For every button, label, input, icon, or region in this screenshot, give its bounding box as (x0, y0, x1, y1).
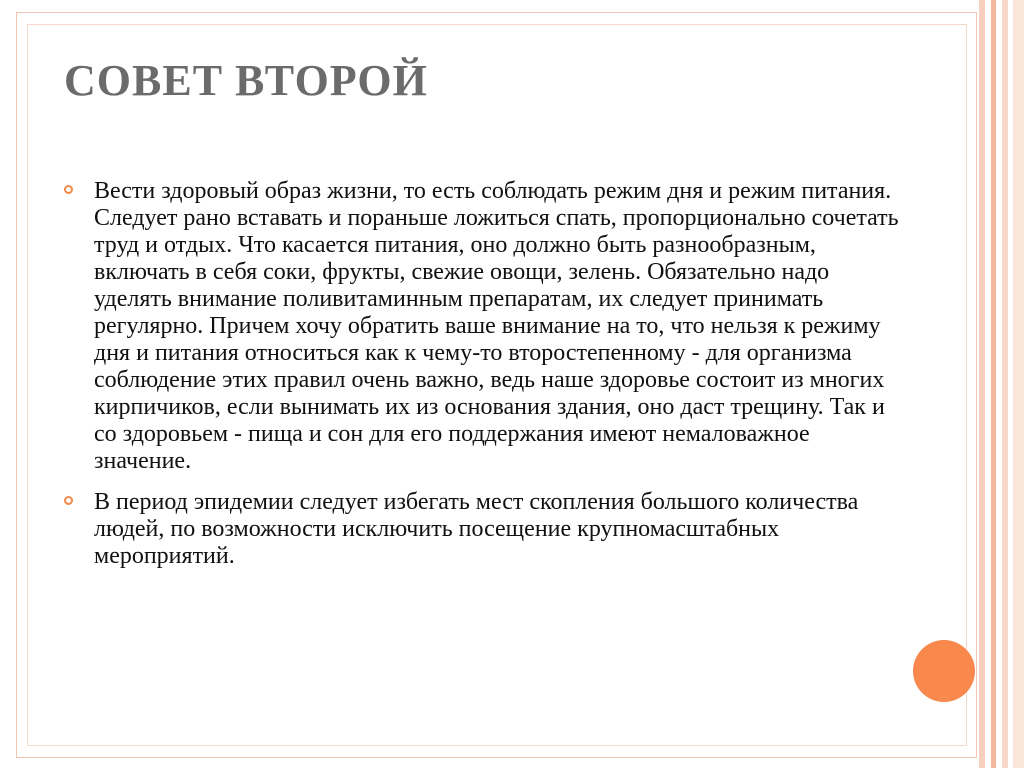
bullet-text: В период эпидемии следует избегать мест скопления большого количества людей, по возможности исключить посещение крупномасштабных мероприятий. (94, 489, 859, 569)
content-list (64, 178, 904, 570)
decorative-stripe (1002, 0, 1008, 768)
orange-circle-icon (913, 640, 975, 702)
bullet-item (64, 489, 904, 570)
circle-outline-icon (64, 185, 73, 194)
decorative-stripe (979, 0, 985, 768)
bullet-text: Вести здоровый образ жизни, то есть соблюдать режим дня и режим питания. Следует рано вставать и пораньше ложиться спать, пропорционально сочетать труд и отдых. Что касается питания, оно должно быть разнообразным, включать в себя соки, фрукты, свежие овощи, зелень. Обязательно надо уделять внимание поливитаминным препаратам, их следует принимать регулярно. Причем хочу обратить ваше внимание на то, что нельзя к режиму дня и питания относиться как к чему-то второстепенному - для организма соблюдение этих правил очень важно, ведь наше здоровье состоит из многих кирпичиков, если вынимать их из основания здания, оно даст трещину. Так и со здоровьем - пища и сон для его поддержания имеют немаловажное значение. (94, 178, 899, 474)
decorative-stripe (991, 0, 996, 768)
decorative-stripe (1013, 0, 1024, 768)
circle-outline-icon (64, 496, 73, 505)
bullet-item (64, 178, 904, 475)
slide-title: СОВЕТ ВТОРОЙ (64, 56, 428, 105)
